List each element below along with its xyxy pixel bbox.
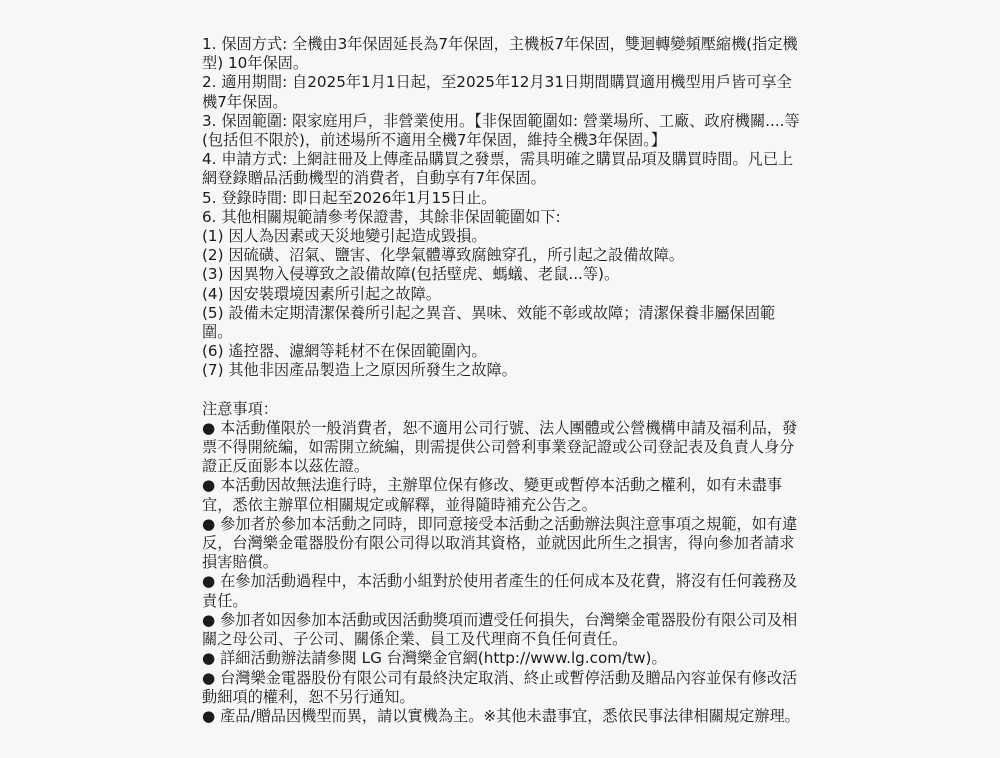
- bullet-icon: ●: [202, 418, 216, 437]
- notes-heading: 注意事項：: [202, 399, 278, 418]
- exclusion-7: (7) 其他非因產品製造上之原因所發生之故障。: [202, 361, 517, 380]
- bullet-icon: ●: [202, 572, 216, 591]
- note-text: 本活動僅限於一般消費者，恕不適用公司行號、法人團體或公營機構申請及福利品，發票不得開統編，如需開立統編，則需提供公司營利事業登記證或公司登記表及負責人身分證正反面影本以茲佐證。: [202, 418, 798, 476]
- note-item: [202, 707, 802, 726]
- bullet-icon: ●: [202, 649, 216, 668]
- warranty-term-5: 5. 登錄時間: 即日起至2026年1月15日止。: [202, 188, 497, 207]
- exclusion-1: (1) 因人為因素或天災地變引起造成毀損。: [202, 227, 487, 246]
- bullet-icon: ●: [202, 706, 216, 725]
- warranty-term-4: 4. 申請方式: 上網註冊及上傳產品購買之發票，需具明確之購買品項及購買時間。凡已上網登錄贈品活動機型的消費者，自動享有7年保固。: [202, 150, 794, 188]
- note-text: 本活動因故無法進行時，主辦單位保有修改、變更或暫停本活動之權利，如有未盡事宜，悉依主辦單位相關規定或解釋，並得隨時補充公告之。: [202, 476, 783, 514]
- warranty-term-2: 2. 適用期間: 自2025年1月1日起，至2025年12月31日期間購買適用機型用戶皆可享全機7年保固。: [202, 73, 792, 111]
- note-text: 台灣樂金電器股份有限公司有最終決定取消、終止或暫停活動及贈品內容並保有修改活動細項的權利，恕不另行通知。: [202, 668, 798, 706]
- bullet-icon: ●: [202, 668, 216, 687]
- note-item: [202, 419, 802, 477]
- bullet-icon: ●: [202, 476, 216, 495]
- bullet-icon: ●: [202, 610, 216, 629]
- note-text: 產品/贈品因機型而異，請以實機為主。※其他未盡事宜，悉依民事法律相關規定辦理。: [220, 706, 800, 725]
- warranty-term-3: 3. 保固範圍: 限家庭用戶，非營業使用。【非保固範圍如: 營業場所、工廠、政府機關....等(包括但不限於)，前述場所不適用全機7年保固，維持全機3年保固。】: [202, 111, 800, 150]
- exclusion-4: (4) 因安裝環境因素所引起之故障。: [202, 284, 441, 303]
- terms-content: [202, 35, 802, 726]
- note-item: [202, 515, 802, 573]
- warranty-term-1: 1. 保固方式: 全機由3年保固延長為7年保固，主機板7年保固，雙迴轉變頻壓縮機(指定機型) 10年保固。: [202, 35, 798, 73]
- note-item: [202, 611, 802, 649]
- note-item: [202, 649, 802, 668]
- note-item: [202, 669, 802, 707]
- exclusion-3: (3) 因異物入侵導致之設備故障(包括壁虎、螞蟻、老鼠...等)。: [202, 265, 620, 284]
- note-text: 參加者如因參加本活動或因活動獎項而遭受任何損失，台灣樂金電器股份有限公司及相關之母公司、子公司、關係企業、員工及代理商不負任何責任。: [202, 610, 798, 649]
- note-item: [202, 572, 802, 610]
- warranty-term-6: 6. 其他相關規範請參考保證書，其餘非保固範圍如下:: [202, 207, 561, 226]
- note-text: 詳細活動辦法請參閱 LG 台灣樂金官網(http://www.lg.com/tw)。: [220, 649, 667, 668]
- exclusion-6: (6) 遙控器、濾網等耗材不在保固範圍內。: [202, 342, 487, 361]
- exclusion-2: (2) 因硫磺、沼氣、鹽害、化學氣體導致腐蝕穿孔，所引起之設備故障。: [202, 246, 684, 265]
- bullet-icon: ●: [202, 514, 216, 533]
- section-spacer: [202, 381, 802, 400]
- note-item: [202, 476, 802, 514]
- exclusion-5: (5) 設備未定期清潔保養所引起之異音、異味、效能不彰或故障；清潔保養非屬保固範圍。: [202, 303, 776, 342]
- note-text: 在參加活動過程中，本活動小組對於使用者產生的任何成本及花費，將沒有任何義務及責任。: [202, 572, 798, 610]
- note-text: 參加者於參加本活動之同時，即同意接受本活動之活動辦法與注意事項之規範，如有違反，台灣樂金電器股份有限公司得以取消其資格，並就因此所生之損害，得向參加者請求損害賠償。: [202, 514, 798, 572]
